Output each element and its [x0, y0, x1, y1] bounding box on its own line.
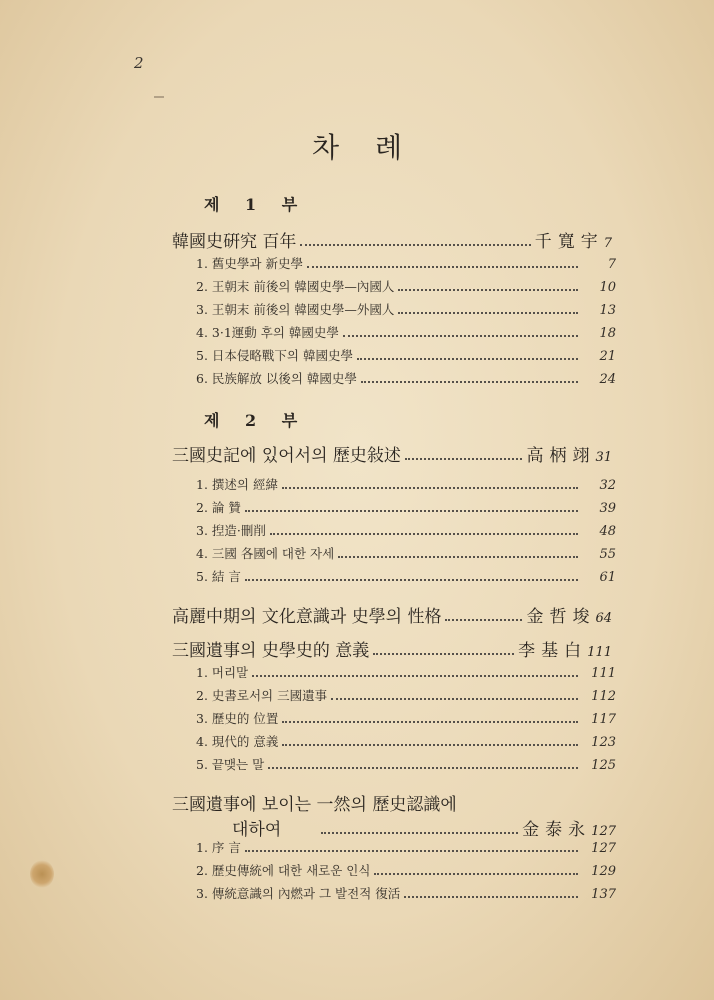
toc-section — [196, 300, 616, 318]
toc-section — [196, 369, 616, 387]
section-page: 127 — [591, 841, 616, 856]
section-label: 5. 結 言 — [196, 569, 241, 584]
leader-dots — [307, 258, 578, 268]
toc-section — [196, 686, 616, 704]
paper-stain — [30, 860, 54, 888]
section-label: 3. 揑造·刪削 — [196, 523, 266, 538]
leader-dots — [282, 479, 578, 489]
essay-author: 金泰永 — [522, 820, 592, 840]
section-page: 55 — [599, 547, 616, 562]
section-page: 7 — [607, 257, 616, 272]
toc-section — [196, 755, 616, 773]
leader-dots — [270, 525, 578, 535]
leader-dots — [338, 548, 578, 558]
section-page: 129 — [591, 864, 616, 879]
part-2-heading: 제 2 부 — [204, 411, 308, 430]
toc-section — [196, 861, 616, 879]
toc-entry-essay — [172, 636, 612, 661]
section-label: 2. 論 贊 — [196, 500, 241, 515]
section-label: 2. 王朝末 前後의 韓國史學—內國人 — [196, 279, 395, 294]
section-page: 123 — [591, 735, 616, 750]
essay-author: 高柄翊 — [526, 446, 596, 466]
section-label: 4. 現代的 意義 — [196, 734, 279, 749]
toc-section — [196, 323, 616, 341]
leader-dots — [245, 842, 578, 852]
section-page: 61 — [599, 570, 616, 585]
toc-entry-essay — [172, 227, 612, 252]
leader-dots — [398, 304, 578, 314]
essay-author: 李基白 — [518, 641, 588, 661]
toc-section — [196, 521, 616, 539]
essay-page: 7 — [603, 236, 612, 251]
leader-dots — [404, 888, 578, 898]
section-label: 3. 王朝末 前後의 韓國史學—外國人 — [196, 302, 395, 317]
section-label: 1. 머리말 — [196, 665, 249, 680]
toc-section — [196, 732, 616, 750]
section-label: 4. 三國 各國에 대한 자세 — [196, 546, 335, 561]
leader-dots — [361, 373, 578, 383]
toc-entry-essay — [172, 602, 612, 627]
toc-section — [196, 475, 616, 493]
essay-author: 金哲埈 — [526, 607, 596, 627]
section-page: 21 — [599, 349, 616, 364]
section-page: 10 — [599, 280, 616, 295]
leader-dots — [245, 502, 578, 512]
section-label: 3. 歷史的 位置 — [196, 711, 279, 726]
leader-dots — [445, 608, 522, 620]
leader-dots — [343, 327, 578, 337]
essay-title: 三國遺事에 보이는 一然의 歷史認識에 — [172, 795, 457, 815]
leader-dots — [374, 865, 578, 875]
leader-dots — [282, 713, 578, 723]
leader-dots — [321, 821, 518, 833]
toc-entry-essay — [172, 441, 612, 466]
section-page: 112 — [591, 689, 616, 704]
section-label: 2. 歷史傳統에 대한 새로운 인식 — [196, 863, 371, 878]
section-label: 2. 史書로서의 三國遺事 — [196, 688, 328, 703]
leader-dots — [398, 281, 578, 291]
essay-page: 31 — [595, 450, 612, 465]
section-page: 13 — [599, 303, 616, 318]
toc-section — [196, 884, 616, 902]
toc-section — [196, 663, 616, 681]
section-label: 5. 日本侵略戰下의 韓國史學 — [196, 348, 353, 363]
essay-title: 韓國史硏究 百年 — [172, 232, 297, 252]
leader-dots — [357, 350, 578, 360]
section-label: 6. 民族解放 以後의 韓國史學 — [196, 371, 357, 386]
toc-section — [196, 838, 616, 856]
section-page: 18 — [599, 326, 616, 341]
leader-dots — [405, 447, 523, 459]
essay-title: 高麗中期의 文化意識과 史學의 性格 — [172, 607, 442, 627]
section-page: 117 — [591, 712, 616, 727]
paper-scuff — [154, 96, 164, 98]
toc-section — [196, 277, 616, 295]
section-label: 1. 撰述의 經緯 — [196, 477, 278, 492]
section-page: 125 — [591, 758, 616, 773]
essay-page: 111 — [587, 645, 612, 660]
page-title: 차례 — [311, 131, 439, 164]
leader-dots — [268, 759, 578, 769]
section-page: 24 — [599, 372, 616, 387]
section-page: 48 — [599, 524, 616, 539]
leader-dots — [373, 642, 514, 654]
essay-title: 三國遺事의 史學史的 意義 — [172, 641, 370, 661]
section-label: 1. 序 言 — [196, 840, 241, 855]
leader-dots — [245, 571, 578, 581]
leader-dots — [252, 667, 578, 677]
toc-section — [196, 346, 616, 364]
essay-title-continued: 대하여 — [232, 820, 282, 840]
toc-section — [196, 498, 616, 516]
toc-section — [196, 254, 616, 272]
part-1-heading: 제 1 부 — [204, 195, 308, 214]
essay-author: 千寬宇 — [534, 232, 604, 252]
toc-entry-essay — [232, 815, 616, 840]
leader-dots — [300, 233, 530, 245]
section-page: 32 — [599, 478, 616, 493]
toc-entry-essay-title-line — [172, 790, 612, 815]
toc-section — [196, 544, 616, 562]
section-page: 39 — [599, 501, 616, 516]
section-label: 4. 3·1運動 후의 韓國史學 — [196, 325, 339, 340]
essay-page: 127 — [591, 824, 616, 839]
essay-page: 64 — [595, 611, 612, 626]
section-label: 3. 傳統意識의 內燃과 그 발전적 復活 — [196, 886, 401, 901]
toc-section — [196, 709, 616, 727]
page-number: 2 — [134, 54, 144, 72]
section-page: 137 — [591, 887, 616, 902]
section-label: 1. 舊史學과 新史學 — [196, 256, 303, 271]
leader-dots — [282, 736, 578, 746]
toc-section — [196, 567, 616, 585]
essay-title: 三國史記에 있어서의 歷史敍述 — [172, 446, 401, 466]
section-label: 5. 끝맺는 말 — [196, 757, 265, 772]
section-page: 111 — [591, 666, 616, 681]
leader-dots — [331, 690, 578, 700]
